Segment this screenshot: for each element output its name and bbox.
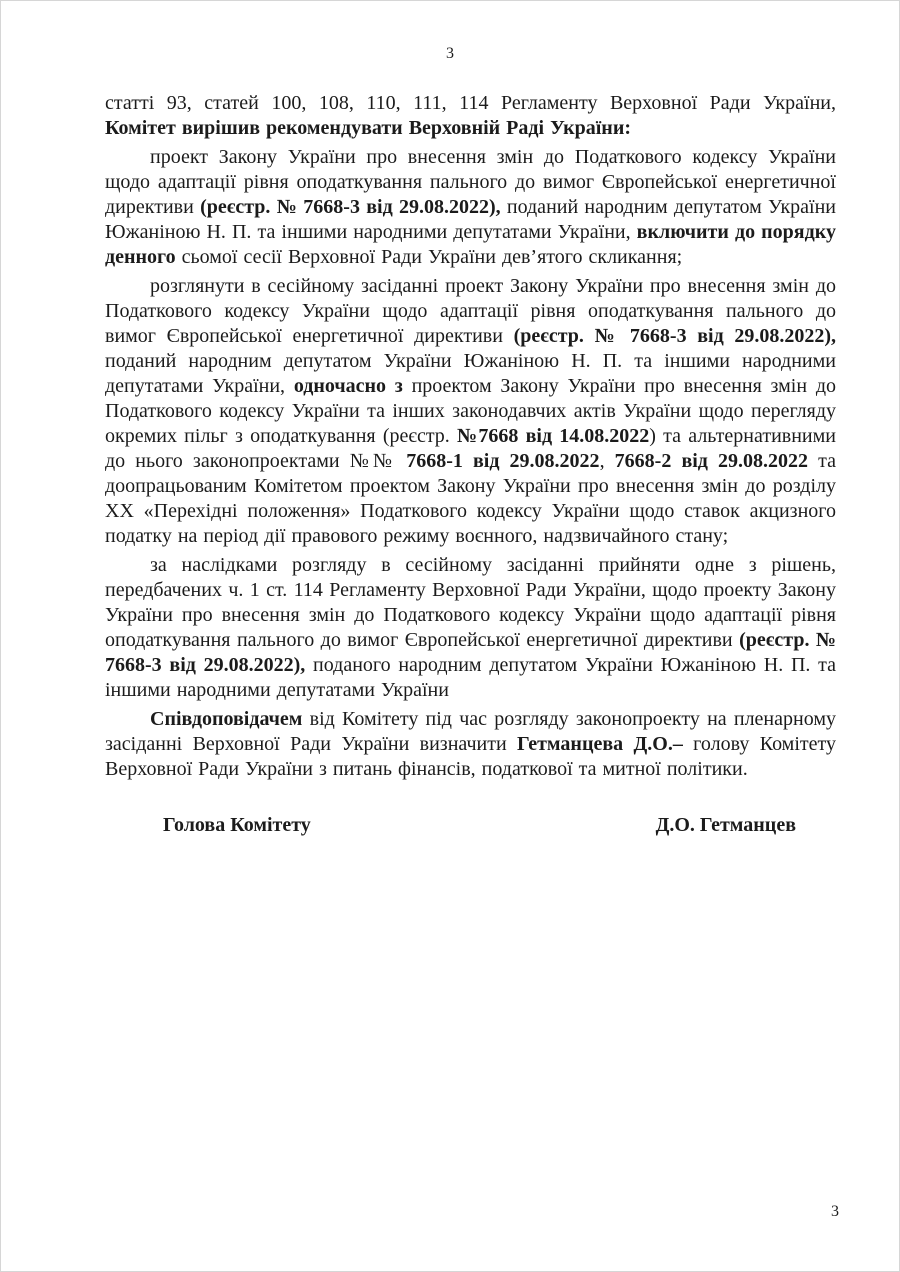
text-run: статті 93, статей 100, 108, 110, 111, 114 Регламенту Верховної Ради України, xyxy=(105,92,836,114)
text-run-bold: 7668-1 від 29.08.2022 xyxy=(406,450,600,472)
text-run-bold: 7668-2 від 29.08.2022 xyxy=(614,450,809,472)
text-run: проект Закону України про внесення змін до Податкового кодексу України щодо адаптації рівня оподаткування пального до вимог Європейської енергетичної директиви xyxy=(105,146,836,218)
page-number-bottom: 3 xyxy=(831,1203,839,1220)
paragraph-decision-options xyxy=(105,553,836,703)
text-run-bold: (реєстр. № 7668-3 від 29.08.2022), xyxy=(200,196,501,218)
text-run-bold: Комітет вирішив рекомендувати Верховній Раді України: xyxy=(105,117,632,139)
text-run: поданого народним депутатом України Южаніною Н. П. та іншими народними депутатами України xyxy=(105,654,836,701)
paragraph-intro xyxy=(105,91,836,141)
text-run: голову Комітету Верховної Ради України з питань фінансів, податкової та митної політики. xyxy=(105,733,836,780)
paragraph-include-agenda xyxy=(105,145,836,270)
text-run: , xyxy=(599,450,615,472)
text-run: поданий народним депутатом України Южаніною Н. П. та іншими народними депутатами України, xyxy=(105,350,836,397)
text-run: та доопрацьованим Комітетом проектом Закону України про внесення змін до розділу ХХ «Перехідні положення» Податкового кодексу України щодо ставок акцизного податку на період дії правового режиму воєнного, надзвичайного стану; xyxy=(105,450,836,547)
text-run-bold: Гетманцева Д.О.– xyxy=(517,733,683,755)
text-run-bold: включити до порядку денного xyxy=(105,221,836,268)
text-run: сьомої сесії Верховної Ради України дев’ятого скликання; xyxy=(175,246,683,268)
signature-row xyxy=(163,813,796,838)
text-run-bold: (реєстр. № 7668-3 від 29.08.2022), xyxy=(105,629,837,676)
text-run: від Комітету під час розгляду законопроекту на пленарному засіданні Верховної Ради України визначити xyxy=(105,708,836,755)
paragraph-co-rapporteur xyxy=(105,707,836,782)
paragraph-consider-session xyxy=(105,274,836,549)
document-body xyxy=(105,91,836,838)
text-run-bold: одночасно з xyxy=(293,375,403,397)
text-run: розглянути в сесійному засіданні проект Закону України про внесення змін до Податкового кодексу України щодо адаптації рівня оподаткування пального до вимог Європейської енергетичної директиви xyxy=(105,275,836,347)
text-run-bold: (реєстр. № 7668-3 від 29.08.2022), xyxy=(513,325,836,347)
text-run: за наслідками розгляду в сесійному засіданні прийняти одне з рішень, передбачених ч. 1 ст. 114 Регламенту Верховної Ради України, щодо проекту Закону України про внесення змін до Податкового кодексу України щодо адаптації рівня оподаткування пального до вимог Європейської енергетичної директиви xyxy=(105,554,836,651)
text-run: поданий народним депутатом України Южаніною Н. П. та іншими народними депутатами України, xyxy=(105,196,836,243)
text-run-bold: Співдоповідачем xyxy=(150,708,303,730)
page-number-top: 3 xyxy=(446,45,454,62)
signature-title: Голова Комітету xyxy=(163,814,311,836)
text-run: ) та альтернативними до нього законопроектами №№ xyxy=(105,425,836,472)
signature-name: Д.О. Гетманцев xyxy=(655,814,796,836)
text-run: проектом Закону України про внесення змін до Податкового кодексу України та інших законодавчих актів України щодо перегляду окремих пільг з оподаткування (реєстр. xyxy=(105,375,837,447)
text-run-bold: №7668 від 14.08.2022 xyxy=(457,425,650,447)
